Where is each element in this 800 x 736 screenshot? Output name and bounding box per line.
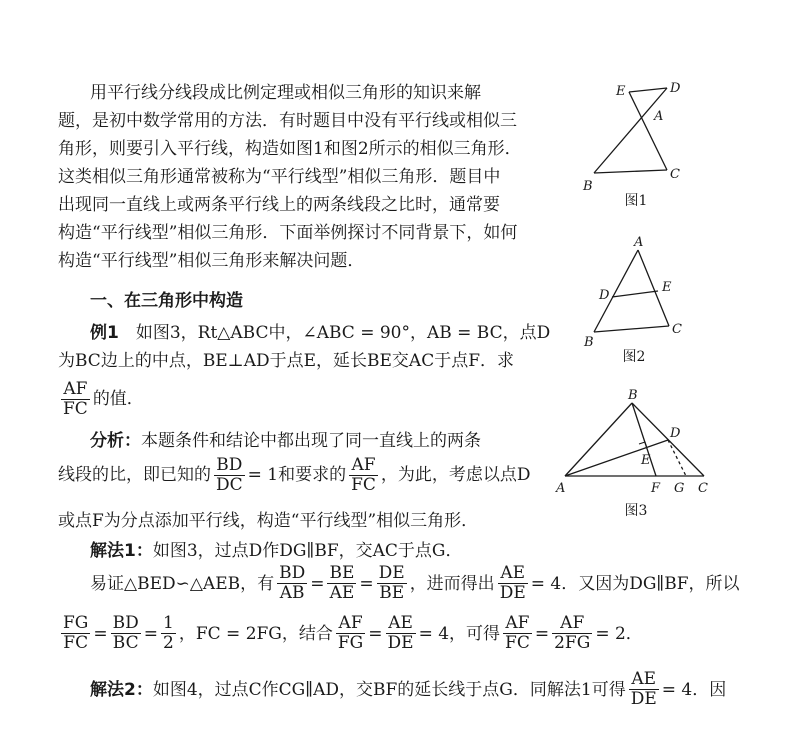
- analysis-pre: 线段的比，即已知的: [58, 465, 211, 485]
- fraction-be-ae: $\frac{BE}{AE}$: [329, 563, 355, 603]
- fraction-af-2fg: $\frac{AF}{2FG}$: [554, 613, 591, 653]
- figure-1-caption: 图1: [624, 193, 648, 209]
- analysis-text-1: 本题条件和结论中都出现了同一直线上的两条: [141, 431, 481, 451]
- figure-2-caption: 图2: [622, 349, 646, 365]
- para-line-3: 角形，则要引入平行线，构造如图1和图2所示的相似三角形．: [58, 139, 522, 159]
- fraction-ae-de-2: $\frac{AE}{DE}$: [387, 613, 414, 653]
- fig3-label-g: G: [674, 481, 685, 496]
- fig3-label-b: B: [628, 388, 638, 403]
- solution2-line-1: 解法2：如图4，过点C作CG∥AD，交BF的延长线于点G．同解法1可得 $\frac{AE}{DE}$ = 4．因: [90, 669, 727, 709]
- para-line-6: 构造“平行线型”相似三角形．下面举例探讨不同背景下，如何: [58, 223, 518, 243]
- example1-line-2: 为BC边上的中点，BE⊥AD于点E，延长BE交AC于点F．求: [58, 351, 515, 371]
- fig3-label-a: A: [556, 481, 566, 496]
- fig1-label-e: E: [616, 84, 626, 99]
- fig3-label-c: C: [698, 481, 708, 496]
- fraction-fg-fc: $\frac{FG}{FC}$: [63, 613, 89, 653]
- fig1-label-d: D: [670, 81, 681, 96]
- fraction-af-fc-3: $\frac{AF}{FC}$: [505, 613, 530, 653]
- fig2-label-e: E: [662, 280, 672, 295]
- fig1-label-a: A: [654, 109, 664, 124]
- section-heading: 一、在三角形中构造: [90, 291, 243, 311]
- fig1-label-c: C: [670, 167, 680, 182]
- solution1-line-2: 易证△BED∽△AEB，有 $\frac{BD}{AB}$ = $\frac{BE}{AE}$ = $\frac{DE}{BE}$ ，进而得出 $\frac{AE}{DE}$ = 4．又因为DG∥BF，所以: [90, 563, 740, 603]
- fraction-bd-bc: $\frac{BD}{BC}$: [112, 613, 139, 653]
- para-line-7: 构造“平行线型”相似三角形来解决问题．: [58, 251, 365, 271]
- example1-tail: 的值．: [92, 389, 144, 409]
- solution2-label: 解法2：: [90, 679, 153, 700]
- figure-3-caption: 图3: [624, 503, 648, 519]
- analysis-post: ，为此，考虑以点D: [380, 465, 531, 485]
- fig2-label-c: C: [672, 322, 682, 337]
- fig2-label-a: A: [634, 235, 644, 250]
- fraction-bd-dc: $\frac{BD}{DC}$: [216, 455, 243, 495]
- para-line-2: 题，是初中数学常用的方法．有时题目中没有平行线或相似三: [58, 111, 517, 131]
- solution1-line-3: $\frac{FG}{FC}$ = $\frac{BD}{BC}$ = $\frac{1}{2}$ ，FC = 2FG，结合 $\frac{AF}{FG}$ = $\frac{AE}{DE}$ = 4，可得 $\frac{AF}{FC}$ = $\frac{AF}{2FG}$ = 2．: [63, 613, 643, 653]
- fraction-de-be: $\frac{DE}{BE}$: [378, 563, 405, 603]
- example1-text-1: 如图3，Rt△ABC中，∠ABC = 90°，AB = BC，点D: [118, 323, 551, 343]
- fig1-label-b: B: [583, 179, 593, 194]
- fraction-ae-de: $\frac{AE}{DE}$: [499, 563, 526, 603]
- analysis-mid: = 1和要求的: [247, 465, 347, 485]
- para-line-4: 这类相似三角形通常被称为“平行线型”相似三角形．题目中: [58, 167, 501, 187]
- fraction-af-fc-2: $\frac{AF}{FC}$: [351, 455, 376, 495]
- solution2-text: 如图4，过点C作CG∥AD，交BF的延长线于点G．同解法1可得: [152, 679, 626, 700]
- fraction-ae-de-3: $\frac{AE}{DE}$: [630, 669, 657, 709]
- figure-1-diagram: [594, 88, 667, 173]
- solution1-text-1: 如图3，过点D作DG∥BF，交AC于点G．: [152, 541, 463, 561]
- figure-3-diagram: [565, 403, 704, 476]
- fraction-1-2: $\frac{1}{2}$: [163, 613, 174, 653]
- fig3-label-d: D: [670, 426, 681, 441]
- fraction-af-fg: $\frac{AF}{FG}$: [337, 613, 364, 653]
- analysis-line-3: 或点F为分点添加平行线，构造“平行线型”相似三角形．: [58, 511, 479, 531]
- para-line-5: 出现同一直线上或两条平行线上的两条线段之比时，通常要: [58, 195, 500, 215]
- solution1-label: 解法1：: [90, 541, 153, 561]
- fig3-label-e: E: [641, 453, 651, 468]
- fig2-label-d: D: [599, 288, 610, 303]
- fig3-label-f: F: [651, 481, 661, 496]
- para-line-1: 用平行线分线段成比例定理或相似三角形的知识来解: [90, 83, 481, 103]
- fraction-af-fc: $\frac{AF}{FC}$: [63, 379, 88, 419]
- fraction-bd-ab: $\frac{BD}{AB}$: [279, 563, 306, 603]
- fig2-label-b: B: [584, 335, 594, 350]
- example1-label: 例1: [90, 323, 119, 343]
- analysis-label: 分析：: [90, 431, 141, 451]
